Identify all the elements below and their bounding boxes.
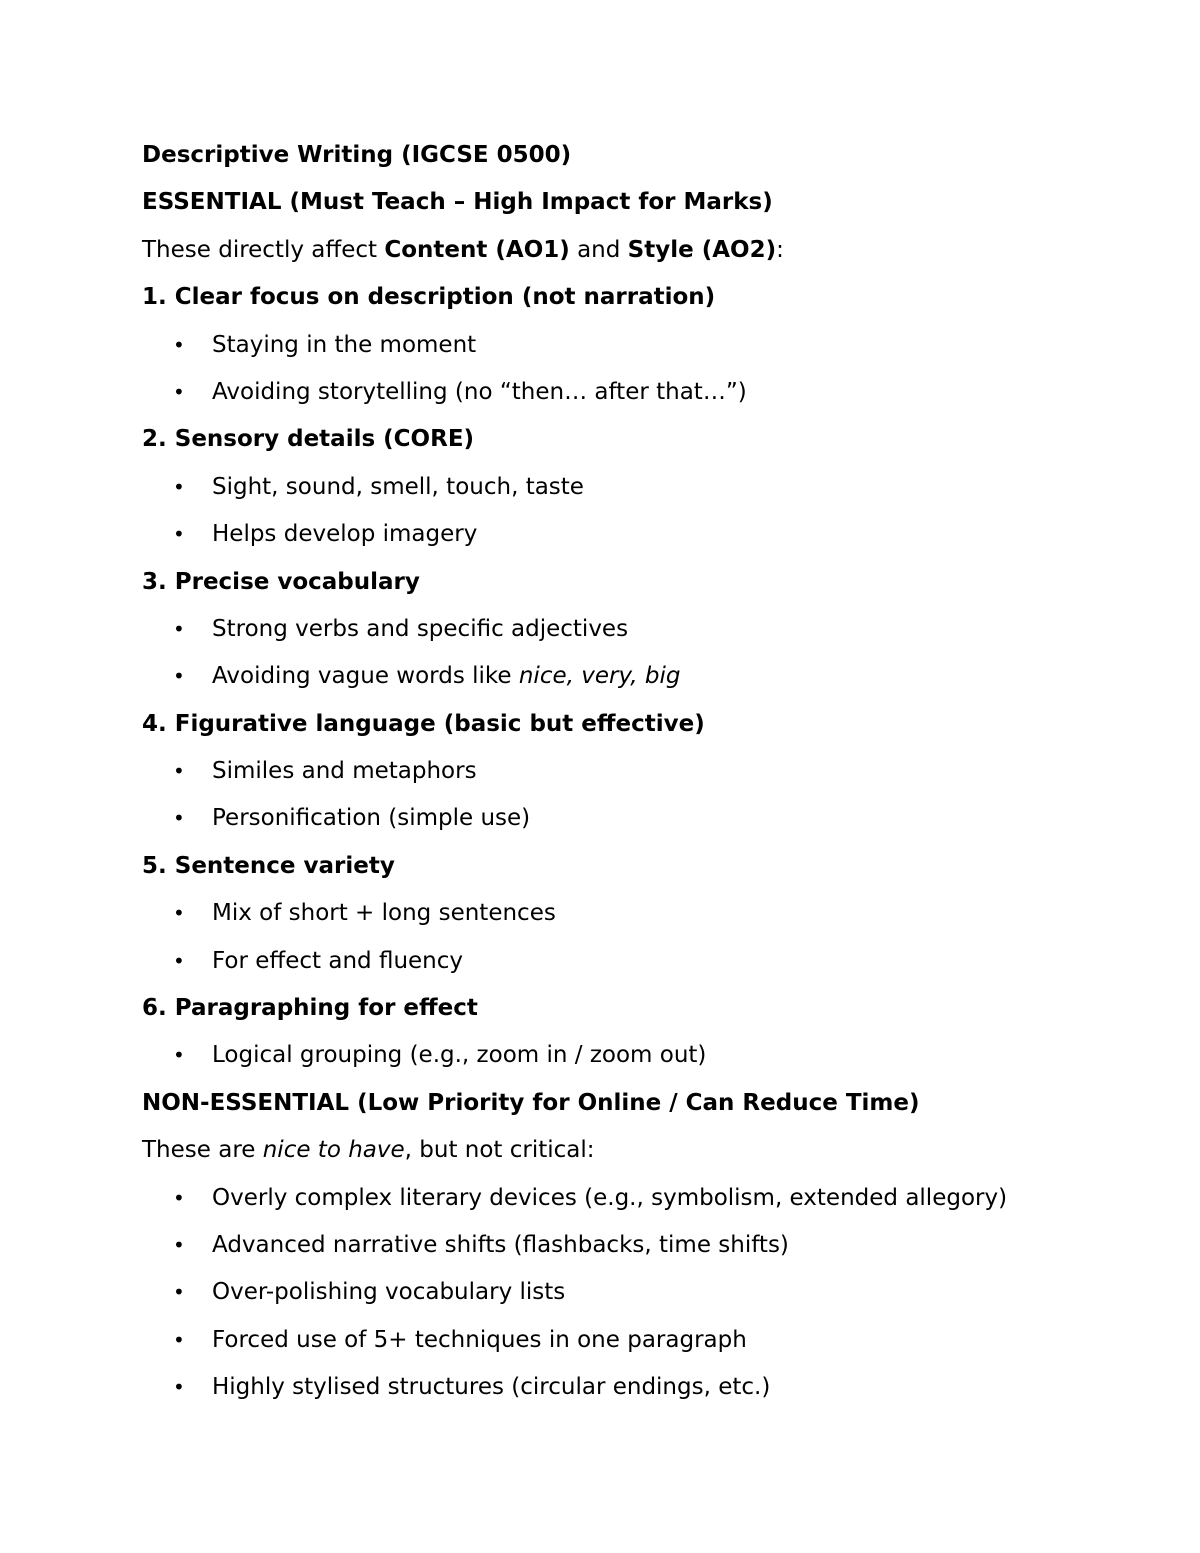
- list-item-text: Helps develop imagery: [212, 521, 478, 548]
- bullet-icon: •: [173, 379, 185, 404]
- list-item: [142, 941, 1142, 988]
- list-item: [142, 1272, 1142, 1319]
- list-item-text: Strong verbs and specific adjectives: [212, 615, 629, 642]
- list-item: [142, 609, 1142, 656]
- list-item-text: Avoiding vague words like: [212, 663, 519, 690]
- list-item-text: For effect and fluency: [212, 947, 464, 974]
- bullet-icon: •: [173, 806, 185, 831]
- list-item: [142, 467, 1142, 514]
- section-heading: 4. Figurative language (basic but effective): [142, 710, 705, 737]
- list-item: [142, 372, 1142, 419]
- intro-text: These are: [142, 1137, 263, 1164]
- essential-heading: ESSENTIAL (Must Teach – High Impact for Marks): [142, 189, 773, 216]
- document-page: [142, 135, 1142, 1415]
- list-item: [142, 1320, 1142, 1367]
- list-item: [142, 893, 1142, 940]
- list-item: [142, 1367, 1142, 1414]
- intro-text: These directly affect: [142, 236, 385, 263]
- intro-content-ao1: Content (AO1): [384, 236, 570, 263]
- list-item-text: Over-polishing vocabulary lists: [212, 1279, 566, 1306]
- list-item-text: Logical grouping (e.g., zoom in / zoom out): [212, 1042, 707, 1069]
- bullet-icon: •: [173, 522, 185, 547]
- list-item: [142, 1225, 1142, 1272]
- intro-text-end: , but not critical:: [404, 1137, 595, 1164]
- list-item-text: Advanced narrative shifts (flashbacks, time shifts): [212, 1231, 789, 1258]
- list-item: [142, 798, 1142, 845]
- list-item-text: Staying in the moment: [212, 331, 477, 358]
- bullet-icon: •: [173, 1043, 185, 1068]
- nonessential-intro: [142, 1130, 1142, 1177]
- bullet-icon: •: [173, 948, 185, 973]
- intro-style-ao2: Style (AO2): [627, 236, 777, 263]
- section-heading: 6. Paragraphing for effect: [142, 995, 478, 1022]
- bullet-icon: •: [173, 474, 185, 499]
- bullet-icon: •: [173, 1327, 185, 1352]
- list-item-text: Avoiding storytelling (no “then… after that…”): [212, 378, 747, 405]
- section-heading: 1. Clear focus on description (not narration): [142, 284, 716, 311]
- section-heading: 3. Precise vocabulary: [142, 568, 420, 595]
- list-item-text: Personification (simple use): [212, 805, 531, 832]
- list-item-text: Sight, sound, smell, touch, taste: [212, 473, 584, 500]
- intro-text-end: :: [776, 236, 784, 263]
- list-item-text: Overly complex literary devices (e.g., symbolism, extended allegory): [212, 1184, 1008, 1211]
- section-heading: 2. Sensory details (CORE): [142, 426, 475, 453]
- list-item-italic-text: nice, very, big: [518, 663, 681, 690]
- list-item: [142, 751, 1142, 798]
- nonessential-heading: NON-ESSENTIAL (Low Priority for Online / Can Reduce Time): [142, 1089, 920, 1116]
- list-item-text: Mix of short + long sentences: [212, 900, 556, 927]
- list-item: [142, 656, 1142, 703]
- essential-intro: [142, 230, 1142, 277]
- list-item-text: Forced use of 5+ techniques in one paragraph: [212, 1326, 747, 1353]
- list-item: [142, 1178, 1142, 1225]
- list-item: [142, 325, 1142, 372]
- intro-text-mid: and: [569, 236, 628, 263]
- list-item: [142, 514, 1142, 561]
- bullet-icon: •: [173, 1232, 185, 1257]
- list-item: [142, 1035, 1142, 1082]
- bullet-icon: •: [173, 332, 185, 357]
- bullet-icon: •: [173, 664, 185, 689]
- intro-italic-text: nice to have: [262, 1137, 405, 1164]
- bullet-icon: •: [173, 1375, 185, 1400]
- bullet-icon: •: [173, 616, 185, 641]
- list-item-text: Similes and metaphors: [212, 758, 477, 785]
- bullet-icon: •: [173, 1280, 185, 1305]
- bullet-icon: •: [173, 759, 185, 784]
- bullet-icon: •: [173, 901, 185, 926]
- section-heading: 5. Sentence variety: [142, 852, 395, 879]
- bullet-icon: •: [173, 1185, 185, 1210]
- document-title: Descriptive Writing (IGCSE 0500): [142, 142, 572, 168]
- list-item-text: Highly stylised structures (circular endings, etc.): [212, 1374, 771, 1401]
